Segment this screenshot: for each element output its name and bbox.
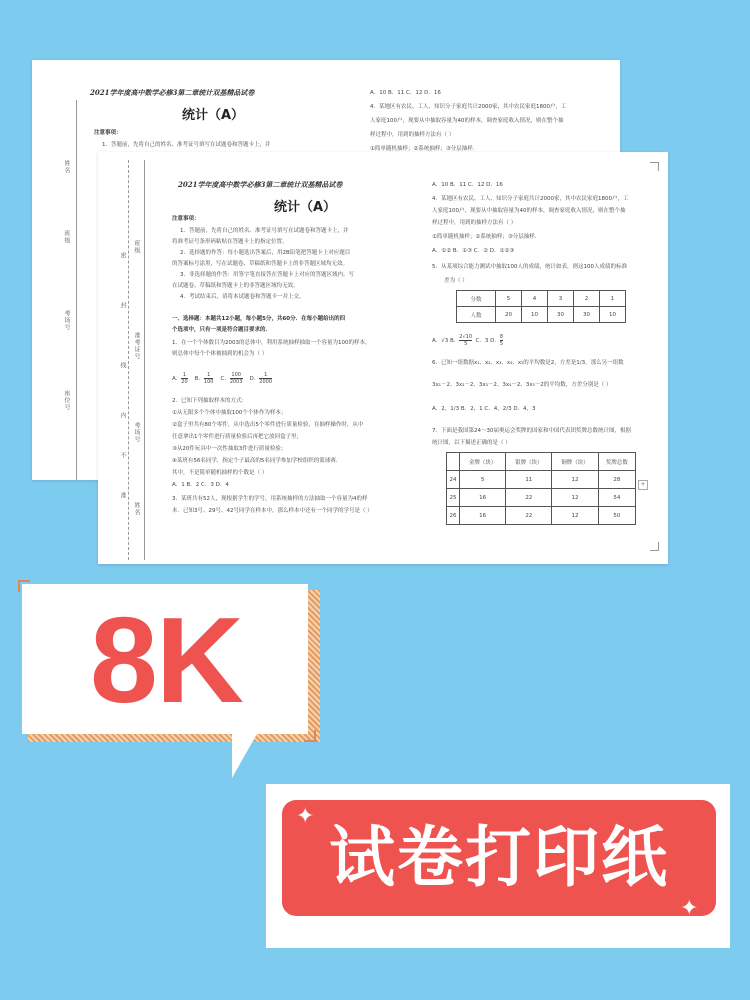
table-cell: 20 bbox=[496, 307, 522, 323]
table-cell: 2 bbox=[573, 291, 599, 307]
table-cell: 4 bbox=[522, 291, 548, 307]
crop-mark bbox=[650, 162, 659, 171]
question-text: 样过程中，用到的抽样方法有（ ） bbox=[432, 220, 517, 226]
notice-line: 在试题卷、草稿纸和答题卡上的非答题区域均无效。 bbox=[172, 283, 299, 289]
question-text: 5．从某项综合能力测试中抽取100人的成绩，统计如表，则这100人成绩的标准 bbox=[432, 264, 627, 270]
back-right-text: 样过程中，用到的抽样方法有（ ） bbox=[370, 132, 455, 138]
question-text: 差为（ ） bbox=[444, 278, 468, 284]
notice-line: 将准考证号条形码粘贴在答题卡上的指定位置。 bbox=[172, 239, 288, 245]
table-cell: 10 bbox=[522, 307, 548, 323]
back-sheet-line: 1．答题前，先将自己的姓名、准考证号填写在试题卷和答题卡上，并 bbox=[102, 142, 271, 148]
binding-char: 线 bbox=[119, 362, 126, 369]
back-right-text: 4．某地区有农民、工人、知识分子家庭共计2000家，其中农民家庭1800户，工 bbox=[370, 104, 567, 110]
front-sheet-title: 统计（A） bbox=[274, 200, 337, 215]
table-header: 奖牌总数 bbox=[598, 453, 635, 471]
back-side-label: 班级 bbox=[63, 230, 70, 244]
table-cell: 10 bbox=[599, 307, 625, 323]
question-text: 2．已知下列抽取样本的方式： bbox=[172, 398, 248, 404]
side-label: 班级 bbox=[133, 240, 140, 254]
paper-size-label: 8K bbox=[90, 592, 242, 728]
question-text: ③从20件玩具中一次性抽取3件进行质量检验； bbox=[172, 446, 287, 452]
q6-options: A．2，1/3 B．2，1 C．4，2/3 D．4，3 bbox=[432, 406, 536, 412]
back-binding-line bbox=[76, 100, 77, 480]
question-text: 其中，不是简单随机抽样的个数是（ ） bbox=[172, 470, 268, 476]
banner-title: 试卷打印纸 bbox=[282, 800, 716, 916]
medal-table bbox=[446, 452, 636, 525]
table-row: 25 16 22 12 54 bbox=[447, 489, 636, 507]
front-exam-sheet bbox=[98, 152, 668, 564]
section-heading: 一、选择题：本题共12小题，每小题5分，共60分．在每小题给出的四 bbox=[172, 316, 346, 322]
question-text: ②盒子里共有80个零件，从中选出5个零件进行质量检验，在抽样操作时，从中 bbox=[172, 422, 364, 428]
side-label: 准考证号 bbox=[133, 332, 140, 360]
table-header: 金牌（块） bbox=[459, 453, 505, 471]
corner-bracket-icon bbox=[18, 580, 30, 592]
question-text: ①简单随机抽样；②系统抽样；③分层抽样． bbox=[432, 234, 541, 240]
binding-char: 密 bbox=[119, 252, 126, 259]
back-side-label: 座位号 bbox=[63, 390, 70, 411]
sparkle-icon: ✦ bbox=[680, 896, 699, 921]
table-cell: 5 bbox=[496, 291, 522, 307]
question-text: 任意拿出1个零件进行质量检验后再把它放回盒子里； bbox=[172, 434, 303, 440]
question-text: 3．某班共有52人，现根据学生的学号，用系统抽样的方法抽取一个容量为4的样 bbox=[172, 496, 368, 502]
question-text: 7．下面是我国第24～30届奥运会奖牌的国家和中国代表团奖牌总数统计图，根据 bbox=[432, 428, 631, 434]
question-text: ①从无限多个个体中抽取100个个体作为样本； bbox=[172, 410, 287, 416]
back-side-label: 姓名 bbox=[63, 160, 70, 174]
q2-options: A．1 B．2 C．3 D．4 bbox=[172, 482, 229, 488]
q4-options: A．①② B．①③ C．② D．①②③ bbox=[432, 248, 515, 254]
notice-line: 4．考试结束后，请将本试题卷和答题卡一并上交。 bbox=[180, 294, 305, 300]
table-cell: 1 bbox=[599, 291, 625, 307]
notice-line: 2．选择题的作答：每小题选出答案后，用2B铅笔把答题卡上对应题目 bbox=[180, 250, 351, 256]
side-label: 考场号 bbox=[133, 422, 140, 443]
back-right-text: 人家庭100户，现要从中抽取容量为40的样本，调查家庭收入情况，则在整个抽 bbox=[370, 118, 564, 124]
binding-char: 不 bbox=[119, 452, 126, 459]
back-right-text: ①简单随机抽样；②系统抽样；③分层抽样． bbox=[370, 146, 479, 152]
binding-dashed-line bbox=[128, 160, 129, 560]
question-text: 则总体中每个个体被抽到的机会为（ ） bbox=[172, 351, 268, 357]
table-row: 24 5 11 12 28 bbox=[447, 471, 636, 489]
back-side-label: 考场号 bbox=[63, 310, 70, 331]
back-sheet-title: 统计（A） bbox=[182, 108, 245, 123]
table-header: 铜牌（块） bbox=[552, 453, 598, 471]
q5-options: A．√3 B． $\frac{2√10}{5}$ C．3 D． $\frac{8}{5}$ bbox=[432, 334, 504, 347]
table-row: 26 16 22 12 50 bbox=[447, 507, 636, 525]
table-expand-icon: + bbox=[638, 480, 648, 490]
notice-heading: 注意事项： bbox=[172, 216, 200, 222]
notice-line: 3．非选择题的作答：用签字笔直接答在答题卡上对应的答题区域内。写 bbox=[180, 272, 355, 278]
q1-options: A． $\frac{1}{20}$ B． $\frac{1}{100}$ C． $\frac{100}{2003}$ D． $\frac{1}{2000}$ bbox=[172, 372, 273, 385]
crop-mark bbox=[650, 542, 659, 551]
question-text: 统计图，以下描述正确的是（ ） bbox=[432, 440, 511, 446]
back-right-options: A．10 B．11 C．12 D．16 bbox=[370, 90, 441, 96]
question-text: 本．已知3号、29号、42号同学在样本中，那么样本中还有一个同学的学号是（ ） bbox=[172, 508, 373, 514]
question-text: 1．在一个个体数目为2003的总体中，利用系统抽样抽取一个容量为100的样本， bbox=[172, 340, 371, 346]
table-header: 银牌（块） bbox=[506, 453, 552, 471]
notice-line: 1．答题前，先将自己的姓名、准考证号填写在试题卷和答题卡上，并 bbox=[180, 228, 349, 234]
question-text: 4．某地区有农民、工人、知识分子家庭共计2000家，其中农民家庭1800户，工 bbox=[432, 196, 629, 202]
question-text: ④某班有56名同学，指定个子最高的5名同学参加学校组织的篮球赛． bbox=[172, 458, 342, 464]
front-sheet-header: 2021学年度高中数学必修3第二章统计双基精品试卷 bbox=[178, 180, 343, 189]
binding-char: 封 bbox=[119, 302, 126, 309]
table-cell: 分数 bbox=[457, 291, 496, 307]
score-table bbox=[456, 290, 626, 323]
question-text: 人家庭100户，现要从中抽取容量为40的样本，调查家庭收入情况，则在整个抽 bbox=[432, 208, 626, 214]
corner-bracket-icon bbox=[304, 730, 316, 742]
sparkle-icon: ✦ bbox=[296, 804, 315, 829]
question-text: 3x₁－2、3x₂－2、3x₃－2、3x₄－2、3x₅－2的平均数，方差分别是（ ） bbox=[432, 382, 612, 388]
binding-char: 准 bbox=[119, 492, 126, 499]
binding-char: 内 bbox=[119, 412, 126, 419]
back-sheet-notice: 注意事项： bbox=[94, 130, 122, 136]
back-sheet-header: 2021学年度高中数学必修3第二章统计双基精品试卷 bbox=[90, 88, 255, 97]
banner-scalloped-edge bbox=[266, 938, 730, 958]
table-cell: 30 bbox=[573, 307, 599, 323]
binding-solid-line bbox=[144, 160, 145, 560]
speech-bubble-tail bbox=[232, 732, 258, 778]
section-heading: 个选项中，只有一项是符合题目要求的． bbox=[172, 327, 272, 333]
notice-line: 的答案标号涂黑，写在试题卷、草稿纸和答题卡上的非答题区域均无效。 bbox=[172, 261, 349, 267]
question-text: 6．已知一组数据x₁、x₂、x₃、x₄、x₅的平均数是2，方差是1/3，那么另一组数 bbox=[432, 360, 624, 366]
table-header bbox=[447, 453, 460, 471]
table-cell: 30 bbox=[548, 307, 574, 323]
r-options: A．10 B．11 C．12 D．16 bbox=[432, 182, 503, 188]
side-label: 姓名 bbox=[133, 502, 140, 516]
table-cell: 人数 bbox=[457, 307, 496, 323]
table-cell: 3 bbox=[548, 291, 574, 307]
